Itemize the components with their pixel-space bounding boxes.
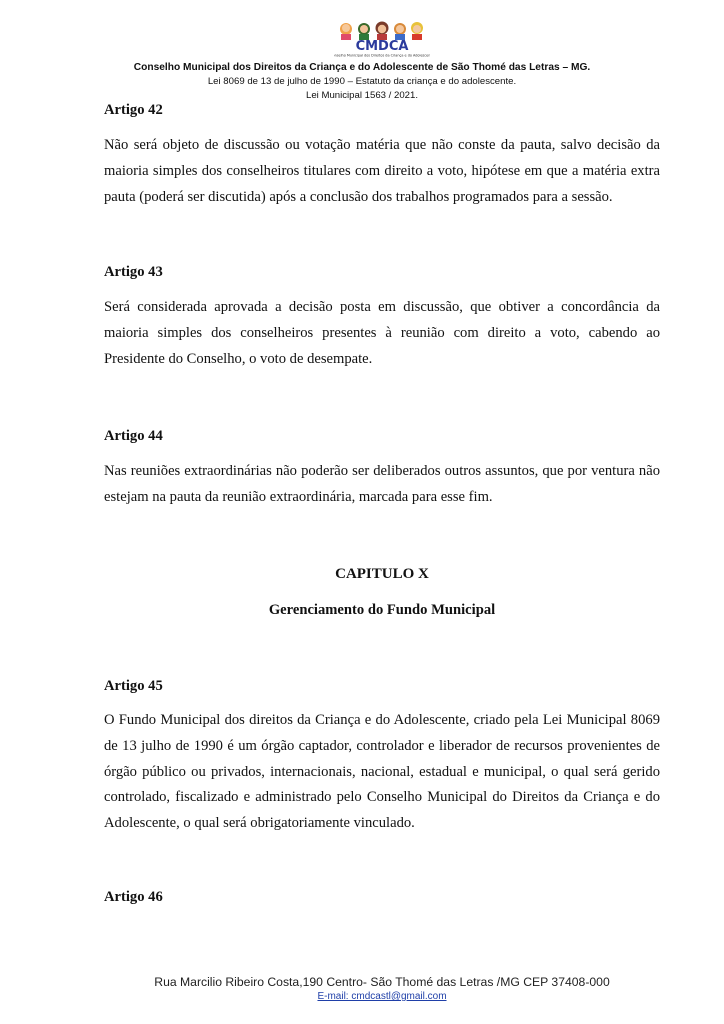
article-44-heading: Artigo 44 bbox=[104, 428, 163, 444]
article-44-body: Nas reuniões extraordinárias não poderão ser deliberados outros assuntos, que por ventura não estejam na pauta da reunião extraordinária, marcada para esse fim. bbox=[104, 463, 660, 505]
footer-address: Rua Marcilio Ribeiro Costa,190 Centro- São Thomé das Letras /MG CEP 37408-000 bbox=[154, 975, 610, 989]
article-43-heading: Artigo 43 bbox=[104, 264, 163, 280]
cmdca-logo bbox=[334, 20, 430, 58]
children-logo-icon bbox=[334, 20, 430, 58]
logo-subtext: Conselho Municipal dos Direitos da Criança e do Adolescente bbox=[334, 53, 430, 58]
footer-email-link[interactable]: E-mail: cmdcastl@gmail.com bbox=[317, 991, 447, 1002]
chapter-title: CAPITULO X bbox=[335, 566, 429, 582]
article-42-heading: Artigo 42 bbox=[104, 102, 163, 118]
header-law-reference: Lei 8069 de 13 de julho de 1990 – Estatuto da criança e do adolescente. bbox=[207, 76, 517, 87]
header-title: Conselho Municipal dos Direitos da Criança e do Adolescente de São Thomé das Letras – MG. bbox=[133, 62, 591, 73]
header-municipal-law: Lei Municipal 1563 / 2021. bbox=[305, 90, 418, 101]
chapter-subtitle: Gerenciamento do Fundo Municipal bbox=[268, 602, 496, 618]
article-46-heading: Artigo 46 bbox=[104, 889, 163, 905]
article-45-heading: Artigo 45 bbox=[104, 678, 163, 694]
article-43-body: Será considerada aprovada a decisão posta em discussão, que obtiver a concordância da maioria simples dos conselheiros presentes à reunião com direito a voto, cabendo ao Presidente do Conselho, o voto de desempate. bbox=[104, 299, 660, 367]
article-45-body: O Fundo Municipal dos direitos da Criança e do Adolescente, criado pela Lei Municipal 8069 de 13 julho de 1990 é um órgão captador, controlador e liberador de recursos provenientes de órgão público ou privados, internacionais, nacional, estadual e municipal, o qual será gerido controlado, fiscalizado e administrado pelo Conselho Municipal do Direitos da Criança e do Adolescente, o qual será obrigatoriamente vinculado. bbox=[104, 712, 660, 832]
logo-text: CMDCA bbox=[355, 39, 409, 54]
article-42-body: Não será objeto de discussão ou votação matéria que não conste da pauta, salvo decisão da maioria simples dos conselheiros titulares com direito a voto, hipótese em que a matéria extra pauta (poderá ser discutida) após a conclusão dos trabalhos programados para a sessão. bbox=[104, 137, 660, 205]
